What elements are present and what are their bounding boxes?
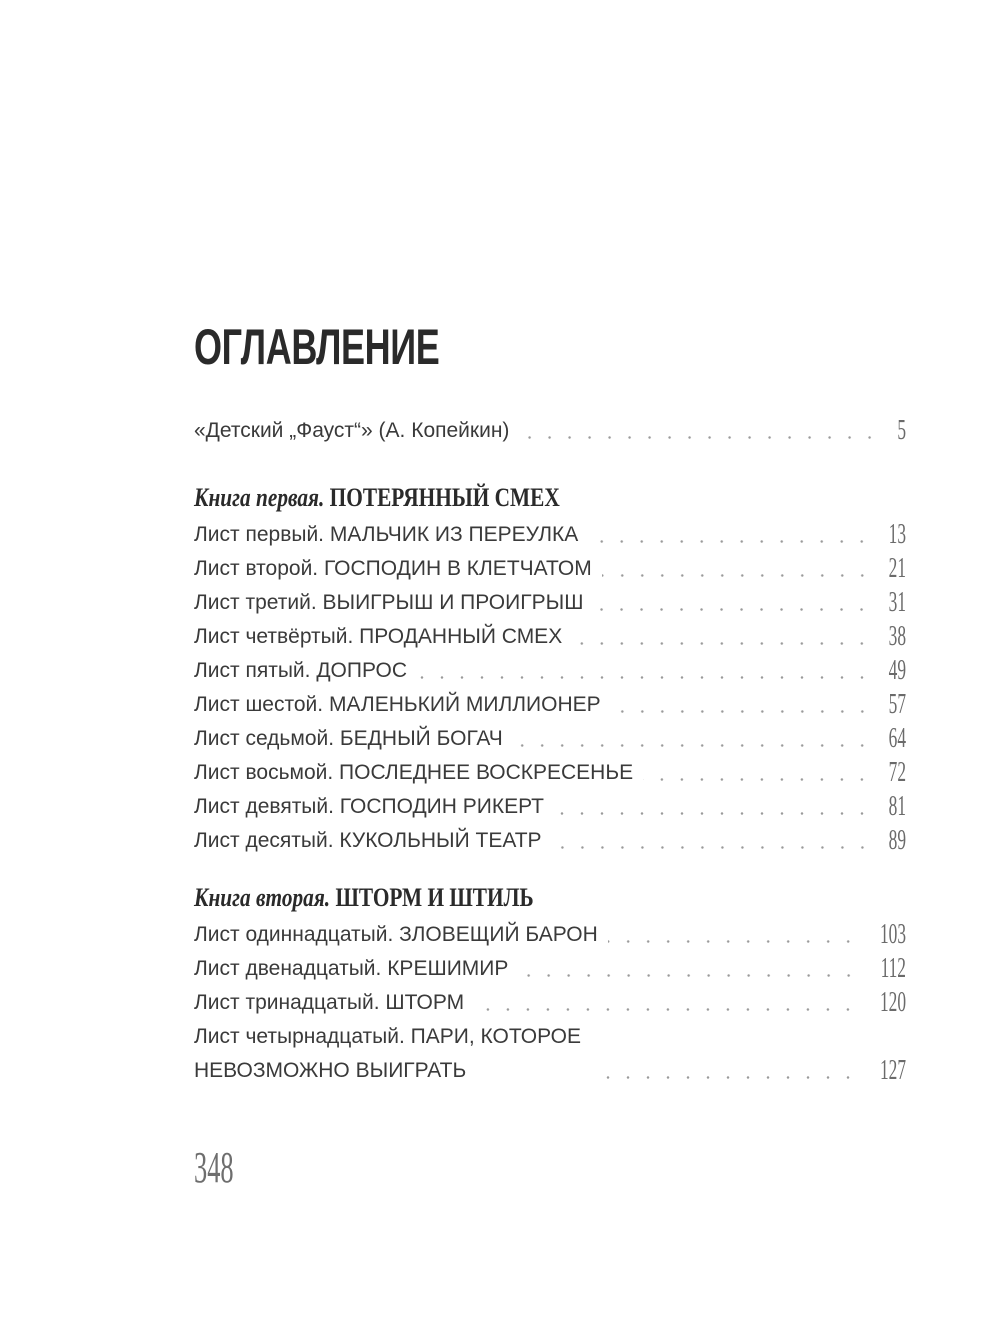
book-title: ШТОРМ И ШТИЛЬ	[335, 883, 534, 912]
toc-page-number: 13	[888, 519, 906, 550]
toc-entry[interactable]	[194, 790, 906, 824]
toc-entry-text: Лист восьмой. ПОСЛЕДНЕЕ ВОСКРЕСЕНЬЕ	[194, 761, 634, 784]
toc-entry[interactable]	[194, 688, 906, 722]
dot-leader	[593, 586, 878, 620]
dot-leader	[588, 518, 878, 552]
book-section-1	[194, 478, 906, 858]
toc-entry-text: Лист девятый. ГОСПОДИН РИКЕРТ	[194, 795, 545, 818]
dot-leader	[643, 756, 878, 790]
toc-page-number: 112	[880, 953, 906, 984]
toc-entry-text-line2: НЕВОЗМОЖНО ВЫИГРАТЬ	[194, 1059, 467, 1082]
dot-leader	[552, 824, 878, 858]
dot-leader	[591, 1054, 864, 1088]
toc-entry-text: Лист первый. МАЛЬЧИК ИЗ ПЕРЕУЛКА	[194, 523, 579, 546]
toc-entry-text: Лист третий. ВЫИГРЫШ И ПРОИГРЫШ	[194, 591, 584, 614]
dot-leader	[554, 790, 878, 824]
dot-leader	[608, 918, 864, 952]
page-title: ОГЛАВЛЕНИЕ	[194, 319, 440, 375]
book-section-2	[194, 878, 906, 1088]
toc-entry-text: Лист тринадцатый. ШТОРМ	[194, 991, 465, 1014]
toc-entry-text: Лист шестой. МАЛЕНЬКИЙ МИЛЛИОНЕР	[194, 693, 601, 716]
book-title: ПОТЕРЯННЫЙ СМЕХ	[329, 483, 560, 512]
toc-page-number: 89	[888, 825, 906, 856]
dot-leader	[513, 722, 878, 756]
toc-entry-text: «Детский „Фауст“» (А. Копейкин)	[194, 419, 510, 442]
toc-entry-text: Лист седьмой. БЕДНЫЙ БОГАЧ	[194, 727, 503, 750]
page-folio-number: 348	[194, 1143, 234, 1192]
toc-entry[interactable]	[194, 722, 906, 756]
toc-entry-text: Лист пятый. ДОПРОС	[194, 659, 408, 682]
toc-entry-text-line1: Лист четырнадцатый. ПАРИ, КОТОРОЕ	[194, 1025, 581, 1048]
toc-page-number: 64	[888, 723, 906, 754]
dot-leader	[417, 654, 878, 688]
toc-entry[interactable]	[194, 620, 906, 654]
toc-entry-text: Лист двенадцатый. КРЕШИМИР	[194, 957, 509, 980]
toc-entry-intro[interactable]	[194, 414, 906, 448]
toc-entry[interactable]	[194, 518, 906, 552]
table-of-contents	[194, 414, 906, 1108]
toc-page-number: 21	[888, 553, 906, 584]
toc-entry[interactable]	[194, 756, 906, 790]
dot-leader	[602, 552, 878, 586]
toc-entry[interactable]	[194, 1020, 906, 1088]
toc-entry[interactable]	[194, 986, 906, 1020]
toc-entry[interactable]	[194, 654, 906, 688]
book-heading	[194, 478, 778, 518]
dot-leader	[572, 620, 878, 654]
dot-leader	[611, 688, 878, 722]
book-heading	[194, 878, 778, 918]
toc-entry[interactable]	[194, 952, 906, 986]
toc-entry-text: Лист четвёртый. ПРОДАННЫЙ СМЕХ	[194, 625, 563, 648]
toc-entry-text: Лист десятый. КУКОЛЬНЫЙ ТЕАТР	[194, 829, 542, 852]
toc-entry-text: Лист одиннадцатый. ЗЛОВЕЩИЙ БАРОН	[194, 923, 598, 946]
book-label: Книга первая.	[194, 483, 325, 512]
toc-page-number: 127	[879, 1055, 906, 1086]
toc-page-number: 103	[879, 919, 906, 950]
toc-page-number: 120	[879, 987, 906, 1018]
toc-entry-text: Лист второй. ГОСПОДИН В КЛЕТЧАТОМ	[194, 557, 592, 580]
toc-entry-text	[194, 1020, 591, 1088]
book-label: Книга вторая.	[194, 883, 331, 912]
toc-entry[interactable]	[194, 824, 906, 858]
toc-page-number: 31	[888, 587, 906, 618]
dot-leader	[474, 986, 864, 1020]
toc-entry[interactable]	[194, 586, 906, 620]
toc-page-number: 72	[888, 757, 906, 788]
toc-page-number: 49	[888, 655, 906, 686]
toc-entry[interactable]	[194, 918, 906, 952]
dot-leader	[519, 414, 886, 448]
toc-page-number: 38	[888, 621, 906, 652]
toc-page-number: 5	[897, 415, 906, 446]
toc-page-number: 57	[888, 689, 906, 720]
toc-page-number: 81	[888, 791, 906, 822]
toc-entry[interactable]	[194, 552, 906, 586]
dot-leader	[518, 952, 865, 986]
